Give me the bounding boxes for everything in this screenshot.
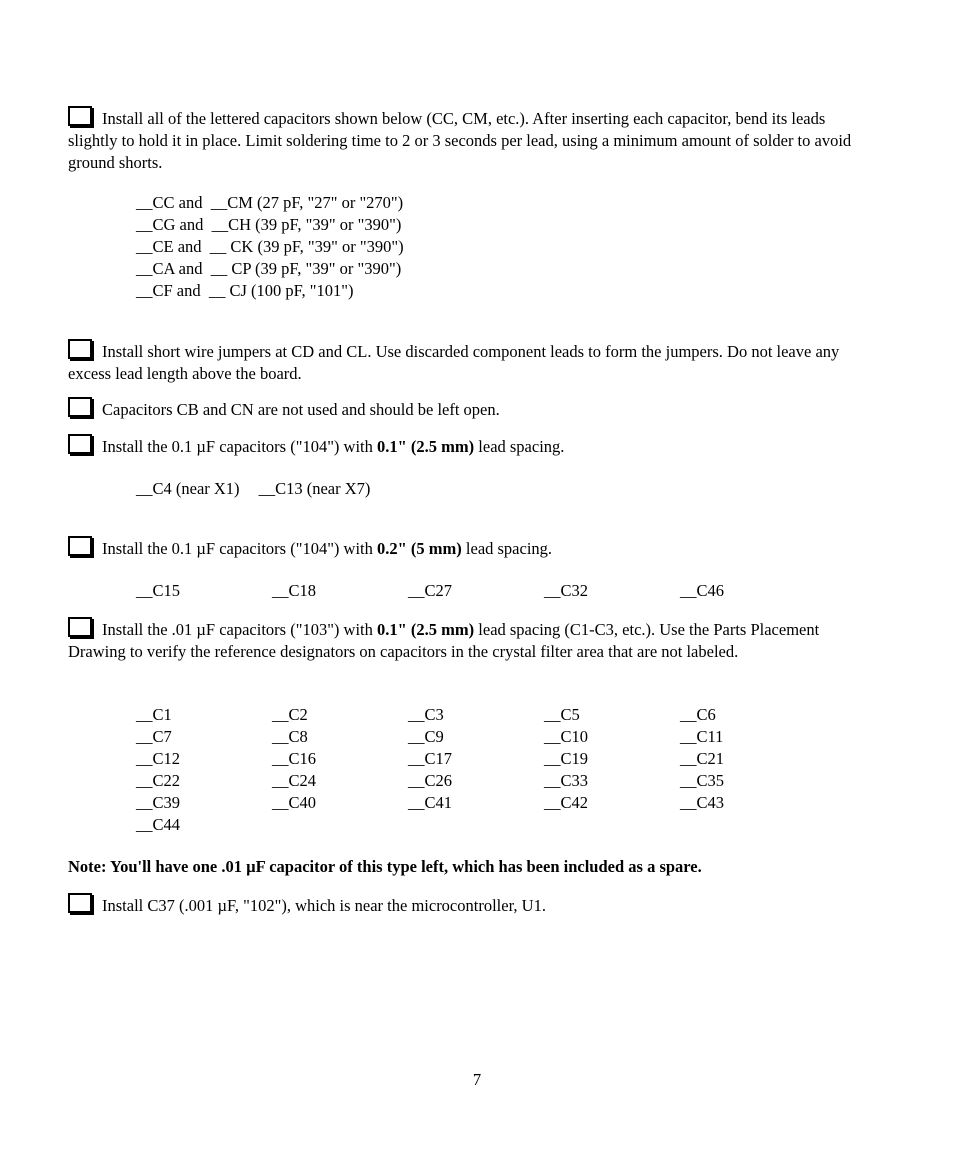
list-item: __C5	[544, 705, 580, 724]
step-text-post: lead spacing (C1-C3, etc.). Use the Parts Placement Drawing to verify the reference designators on capacitors in the crystal filter area that are not labeled.	[68, 620, 820, 661]
list-item: __C4 (near X1)	[136, 479, 240, 498]
spare-note: Note: You'll have one .01 µF capacitor of this type left, which has been included as a spare.	[68, 857, 702, 876]
step-install-jumpers	[68, 339, 868, 385]
step-install-0-1uf-2-5mm	[68, 434, 868, 458]
list-item: __C46	[680, 581, 725, 600]
list-item: __C27	[408, 581, 453, 600]
list-item: __C2	[272, 705, 308, 724]
list-item: __C40	[272, 793, 317, 812]
step6-list	[136, 704, 816, 836]
lead-spacing: 0.1" (2.5 mm)	[377, 437, 475, 456]
list-item: __CA and __ CP (39 pF, "39" or "390")	[136, 259, 402, 278]
step-text-post: lead spacing.	[474, 437, 565, 456]
list-item: __C12	[136, 749, 181, 768]
page-number: 7	[472, 1070, 482, 1089]
list-item: __C33	[544, 771, 589, 790]
list-item: __C16	[272, 749, 317, 768]
list-item: __CF and __ CJ (100 pF, "101")	[136, 281, 354, 300]
step-text: Install all of the lettered capacitors shown below (CC, CM, etc.). After inserting each capacitor, bend its leads slightly to hold it in place. Limit soldering time to 2 or 3 seconds per lead, using a minimum amount of solder to avoid ground shorts.	[68, 109, 852, 172]
checkbox[interactable]	[68, 617, 92, 637]
list-item: __C39	[136, 793, 181, 812]
checkbox[interactable]	[68, 893, 92, 913]
checkbox[interactable]	[68, 339, 92, 359]
list-item: __C11	[680, 727, 724, 746]
step-text-post: lead spacing.	[461, 539, 553, 558]
step-install-lettered-capacitors	[68, 106, 868, 174]
checkbox[interactable]	[68, 434, 92, 454]
list-item: __C1	[136, 705, 172, 724]
step-text: Install C37 (.001 µF, "102"), which is near the microcontroller, U1.	[102, 896, 546, 915]
step-install-0-1uf-5mm	[68, 536, 868, 560]
step-text-pre: Install the 0.1 µF capacitors ("104") with	[102, 437, 378, 456]
list-item: __C41	[408, 793, 453, 812]
lettered-capacitor-list	[136, 192, 404, 302]
step-text: Capacitors CB and CN are not used and should be left open.	[102, 400, 500, 419]
step4-list	[136, 478, 370, 500]
list-item: __CG and __CH (39 pF, "39" or "390")	[136, 215, 402, 234]
list-item: __C6	[680, 705, 716, 724]
list-item: __C15	[136, 581, 181, 600]
list-item: __C17	[408, 749, 453, 768]
list-item: __C10	[544, 727, 589, 746]
list-item: __C26	[408, 771, 453, 790]
list-item: __C18	[272, 581, 317, 600]
step-text: Install short wire jumpers at CD and CL. Use discarded component leads to form the jumpers. Do not leave any excess lead length above the board.	[68, 342, 840, 383]
checkbox[interactable]	[68, 536, 92, 556]
step-install-0-01uf	[68, 617, 868, 663]
list-item: __C44	[136, 815, 181, 834]
step-text-pre: Install the .01 µF capacitors ("103") with	[102, 620, 378, 639]
list-item: __C19	[544, 749, 589, 768]
list-item: __C3	[408, 705, 444, 724]
step-unused-capacitors	[68, 397, 868, 421]
list-item: __C43	[680, 793, 725, 812]
step-install-c37	[68, 893, 868, 917]
list-item: __C7	[136, 727, 172, 746]
lead-spacing: 0.2" (5 mm)	[377, 539, 462, 558]
list-item: __C13 (near X7)	[258, 479, 371, 498]
list-item: __C35	[680, 771, 725, 790]
list-item: __C32	[544, 581, 589, 600]
list-item: __C9	[408, 727, 444, 746]
list-item: __C22	[136, 771, 181, 790]
list-item: __CC and __CM (27 pF, "27" or "270")	[136, 193, 404, 212]
list-item: __CE and __ CK (39 pF, "39" or "390")	[136, 237, 404, 256]
checkbox[interactable]	[68, 397, 92, 417]
step5-list	[136, 580, 816, 602]
list-item: __C42	[544, 793, 589, 812]
list-item: __C24	[272, 771, 317, 790]
checkbox[interactable]	[68, 106, 92, 126]
lead-spacing: 0.1" (2.5 mm)	[377, 620, 475, 639]
step-text-pre: Install the 0.1 µF capacitors ("104") with	[102, 539, 378, 558]
list-item: __C21	[680, 749, 725, 768]
list-item: __C8	[272, 727, 308, 746]
